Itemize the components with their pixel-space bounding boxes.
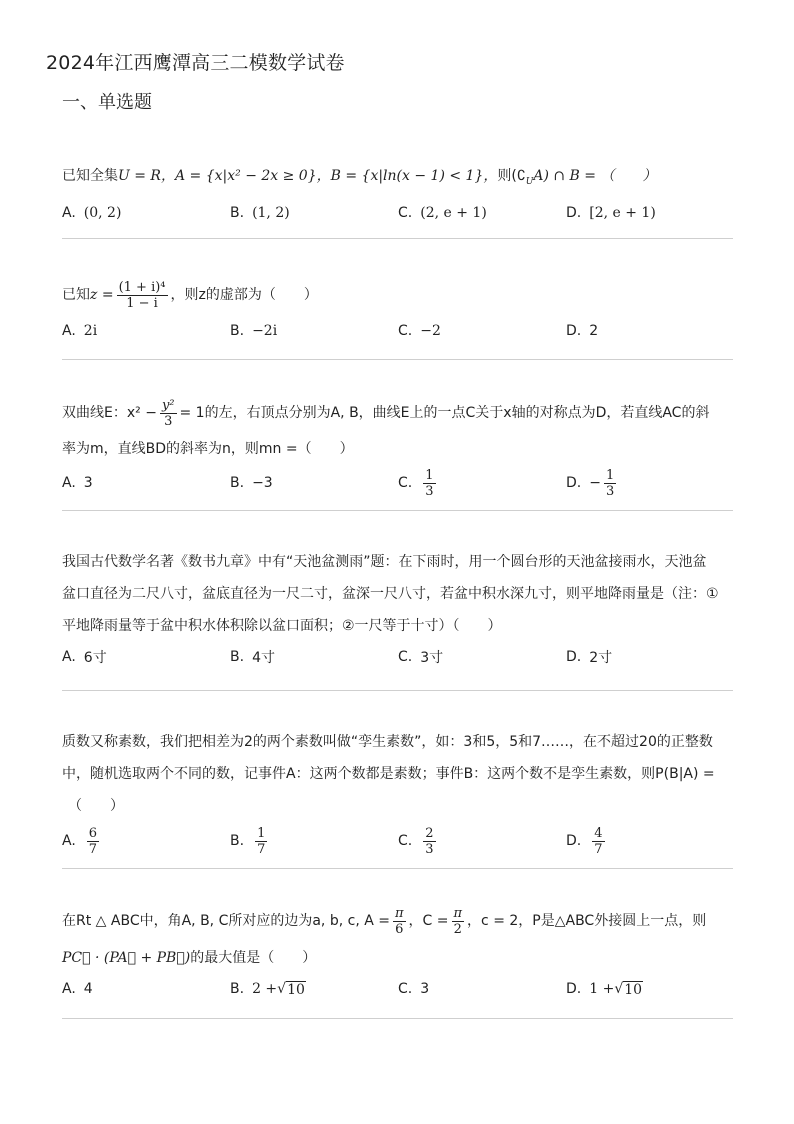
stem-text: ，则z的虚部为（ ） [170, 287, 318, 303]
option-c[interactable]: C. (2, e + 1) [398, 204, 487, 221]
exam-title: 2024年江西鹰潭高三二模数学试卷 [46, 52, 345, 74]
option-b[interactable]: B. 2 + √ 10 [230, 981, 305, 998]
question-stem [62, 393, 737, 465]
stem-text: ，C = [408, 913, 449, 929]
option-b[interactable]: B. (1, 2) [230, 204, 290, 221]
stem-text: 已知全集 [62, 168, 118, 184]
question-stem [62, 160, 737, 198]
option-b[interactable]: B. $\frac{1}{7}$ [230, 825, 266, 857]
option-c[interactable]: C. $\frac{2}{3}$ [398, 825, 434, 857]
divider [62, 510, 733, 511]
option-d[interactable]: D. 2寸 [566, 649, 613, 666]
fraction: $\frac{1}{7}$ [257, 825, 266, 857]
option-d[interactable]: D. $\frac{4}{7}$ [566, 825, 603, 857]
sqrt-symbol: √ [614, 981, 624, 997]
fraction: $\frac{\pi}{6}$ [394, 905, 404, 937]
question-3 [62, 393, 737, 501]
option-a[interactable]: A. 6寸 [62, 649, 107, 666]
option-c[interactable]: C. 3 [398, 981, 430, 997]
stem-text: 中，随机选取两个不同的数，记事件A：这两个数都是素数；事件B：这两个数不是孪生素数，则P(B|A) = [62, 766, 715, 782]
fraction: $\frac{\text{y²}}{3}$ [161, 397, 175, 429]
stem-text: 我国古代数学名著《数书九章》中有“天池盆测雨”题：在下雨时，用一个圆台形的天池盆接雨水，天池盆 [62, 554, 707, 570]
stem-text: 在Rt △ ABC中，角A, B, C所对应的边为a, b, c, A = [62, 913, 390, 929]
question-stem [62, 900, 737, 974]
divider [62, 868, 733, 869]
option-c[interactable]: C. −2 [398, 323, 441, 339]
stem-text: 平地降雨量等于盆中积水体积除以盆口面积；②一尺等于十寸）（ ） [62, 618, 502, 634]
fraction: $\frac{\text{(1 + i)⁴}}{1 - i}$ [118, 279, 166, 311]
subscript-u: U [525, 176, 534, 187]
divider [62, 1018, 733, 1019]
fraction: $\frac{2}{3}$ [425, 825, 434, 857]
option-a[interactable]: A. (0, 2) [62, 204, 122, 221]
section-heading: 一、单选题 [62, 92, 152, 113]
option-d[interactable]: D. 2 [566, 323, 599, 339]
divider [62, 690, 733, 691]
option-b[interactable]: B. 4寸 [230, 649, 275, 666]
option-b[interactable]: B. −2i [230, 323, 278, 339]
question-6 [62, 900, 737, 1004]
option-d[interactable]: D. [2, e + 1) [566, 204, 656, 221]
option-a[interactable]: A. 2i [62, 323, 98, 339]
options [62, 198, 737, 228]
fraction: $\frac{1}{3}$ [425, 467, 434, 499]
option-a[interactable]: A. 3 [62, 475, 93, 491]
stem-text: 则(∁ [497, 168, 526, 184]
option-c[interactable]: C. 3寸 [398, 649, 444, 666]
question-1 [62, 160, 737, 228]
fraction: $\frac{6}{7}$ [88, 825, 98, 857]
question-2 [62, 274, 737, 346]
option-a[interactable]: A. 4 [62, 981, 93, 997]
stem-text: 的最大值是（ ） [190, 950, 317, 966]
option-d[interactable]: D. − $\frac{1}{3}$ [566, 467, 615, 499]
question-stem [62, 726, 737, 822]
stem-text: 双曲线E：x² − [62, 405, 157, 421]
stem-text: = 1的左，右顶点分别为A, B，曲线E上的一点C关于x轴的对称点为D，若直线AC的斜 [179, 405, 710, 421]
stem-text: 质数又称素数，我们把相差为2的两个素数叫做“孪生素数”，如：3和5，5和7……，在不超过20的正整数 [62, 734, 713, 750]
options [62, 642, 737, 672]
options [62, 316, 737, 346]
divider [62, 359, 733, 360]
stem-text: 率为m，直线BD的斜率为n，则mn =（ ） [62, 441, 354, 457]
option-b[interactable]: B. −3 [230, 475, 273, 491]
option-d[interactable]: D. 1 + √ 10 [566, 981, 643, 998]
stem-math: z = [90, 287, 114, 303]
fraction: $\frac{\pi}{2}$ [453, 905, 463, 937]
fraction: $\frac{4}{7}$ [594, 825, 603, 857]
sqrt-symbol: √ [277, 981, 287, 997]
stem-text: （ ） [68, 798, 124, 814]
fraction: $\frac{1}{3}$ [605, 467, 615, 499]
options [62, 822, 737, 860]
stem-text: ，c = 2，P是△ABC外接圆上一点，则 [467, 913, 707, 929]
stem-text: 已知 [62, 287, 90, 303]
option-c[interactable]: C. $\frac{1}{3}$ [398, 467, 434, 499]
stem-math: A) ∩ B = （ ） [533, 168, 657, 184]
question-5 [62, 726, 737, 860]
question-stem [62, 546, 737, 642]
divider [62, 238, 733, 239]
question-stem [62, 274, 737, 316]
option-a[interactable]: A. $\frac{6}{7}$ [62, 825, 98, 857]
stem-math: U = R，A = {x|x² − 2x ≥ 0}，B = {x|ln(x − 1) < 1}， [118, 168, 498, 184]
stem-text: 盆口直径为二尺八寸，盆底直径为一尺二寸，盆深一尺八寸，若盆中积水深九寸，则平地降雨量是（注：① [62, 586, 719, 602]
options [62, 974, 737, 1004]
options [62, 465, 737, 501]
stem-math: PC⃗ · (PA⃗ + PB⃗) [62, 950, 191, 966]
question-4 [62, 546, 737, 672]
